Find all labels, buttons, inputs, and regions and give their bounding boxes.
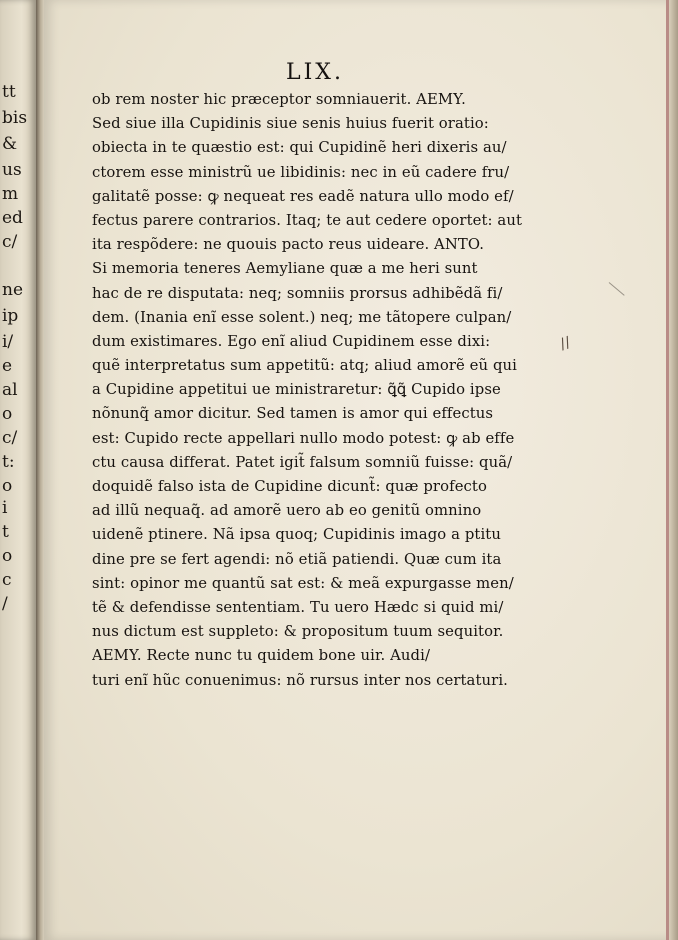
text-line: dum existimares. Ego enĩ aliud Cupidinem esse dixi: (92, 332, 491, 350)
text-line: a Cupidine appetitui ue ministraretur: ꝗ̃ꝗ̃ Cupido ipse (92, 381, 501, 399)
left-page-text-fragment: c (2, 570, 12, 590)
body-text (92, 88, 534, 693)
text-line: ctorem esse ministrũ ue libidinis: nec in eũ cadere fru/ (92, 163, 510, 181)
left-page-text-fragment: bis (2, 108, 28, 128)
left-page-text-fragment: / (2, 594, 8, 614)
left-page-text-fragment: e (2, 356, 13, 376)
text-line: fectus parere contrarios. Itaq; te aut cedere oportet: aut (92, 211, 523, 229)
left-page-text-fragment: c/ (2, 232, 18, 252)
left-page-text-fragment: i/ (2, 332, 14, 352)
text-line: ctu causa differat. Patet igit̃ falsum somniũ fuisse: quã/ (92, 453, 513, 471)
margin-mark: // (557, 332, 573, 354)
text-line: quẽ interpretatus sum appetitũ: atq; aliud amorẽ eũ qui (92, 357, 518, 375)
text-line: tẽ & defendisse sententiam. Tu uero Hædc si quid mi/ (92, 598, 504, 616)
text-line: ad illũ nequaq̃. ad amorẽ uero ab eo genitũ omnino (92, 502, 482, 520)
text-line: Sed siue illa Cupidinis siue senis huius fuerit oratio: (92, 115, 489, 133)
left-page-text-fragment: al (2, 380, 18, 400)
left-page-text-fragment: t (2, 522, 9, 542)
left-page-text-fragment: t: (2, 452, 15, 472)
text-line: dem. (Inania enĩ esse solent.) neq; me tãtopere culpan/ (92, 308, 512, 326)
text-line: AEMY. Recte nunc tu quidem bone uir. Audi/ (92, 647, 431, 665)
text-line: turi enĩ hũc conuenimus: nõ rursus inter nos certaturi. (92, 671, 508, 689)
text-line: dine pre se fert agendi: nõ etiã patiendi. Quæ cum ita (92, 550, 502, 568)
left-page-fragment (0, 0, 36, 940)
text-line: galitatẽ posse: ꝙ nequeat res eadẽ natura ullo modo ef/ (92, 187, 514, 205)
left-page-text-fragment: o (2, 546, 13, 566)
left-page-text-fragment: o (2, 404, 13, 424)
left-page-text-fragment: ed (2, 208, 23, 228)
left-page-text-fragment: us (2, 160, 22, 180)
left-page-text-fragment: tt (2, 82, 16, 102)
text-line: obiecta in te quæstio est: qui Cupidinẽ heri dixeris au/ (92, 139, 507, 157)
left-page-text-fragment: i (2, 498, 8, 518)
text-line: ita respõdere: ne quouis pacto reus uideare. ANTO. (92, 236, 485, 254)
text-line: doquidẽ falso ista de Cupidine dicunt̃: quæ profecto (92, 478, 487, 495)
text-line: hac de re disputata: neq; somniis prorsus adhibẽdã fi/ (92, 284, 503, 302)
text-line: ob rem noster hic præceptor somniauerit. AEMY. (92, 91, 466, 108)
text-line: uidenẽ ptinere. Nã ipsa quoq; Cupidinis imago a ptitu (92, 526, 501, 544)
right-page (44, 0, 669, 940)
left-page-text-fragment: ne (2, 280, 24, 300)
left-page-text-fragment: ip (2, 306, 19, 326)
left-page-text-fragment: c/ (2, 428, 18, 448)
folio-number: LIX. (286, 60, 344, 85)
left-page-text-fragment: m (2, 184, 19, 204)
text-line: Si memoria teneres Aemyliane quæ a me heri sunt (92, 260, 478, 278)
text-line: sint: opinor me quantũ sat est: & meã expurgasse men/ (92, 574, 514, 592)
text-line: nus dictum est suppleto: & propositum tuum sequitor. (92, 623, 504, 641)
pencil-stroke (609, 282, 625, 296)
left-page-text-fragment: o (2, 476, 13, 496)
text-line: nõnunq̃ amor dicitur. Sed tamen is amor qui effectus (92, 405, 494, 423)
text-line: est: Cupido recte appellari nullo modo potest: ꝙ ab effe (92, 429, 515, 447)
left-page-text-fragment: & (2, 134, 18, 154)
right-border-strip (669, 0, 678, 940)
